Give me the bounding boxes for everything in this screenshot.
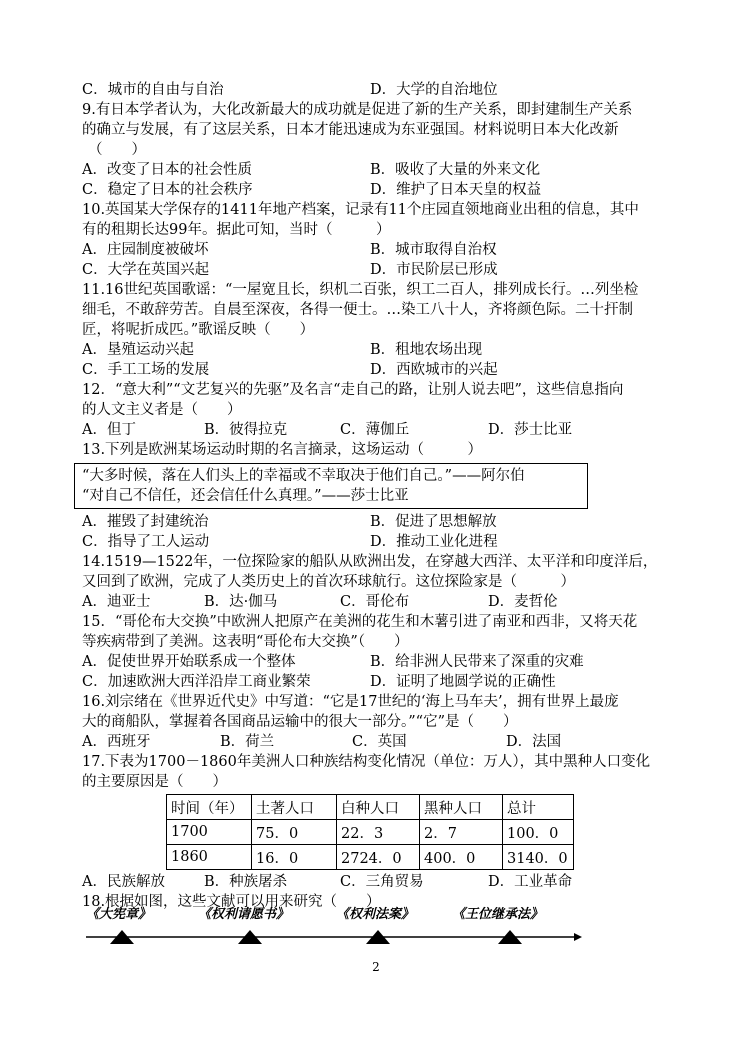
population-table: [166, 794, 574, 870]
q11-stem-line-3: 匠，将呢折成匹。”歌谣反映（ ）: [82, 322, 315, 338]
table-cell: 2724．0: [337, 845, 420, 870]
option-c: C．哥伦布: [340, 594, 410, 610]
option-d: D．法国: [506, 734, 562, 750]
option-d: D．西欧城市的兴起: [370, 362, 498, 378]
option-c: C．三角贸易: [340, 874, 424, 890]
option-d: D．莎士比亚: [488, 422, 573, 438]
option-b: B．荷兰: [220, 734, 275, 750]
option-b: B．吸收了大量的外来文化: [370, 162, 541, 178]
quote-line-1: “大多时候，落在人们头上的幸福或不幸取决于他们自己。”——阿尔伯: [82, 468, 525, 484]
option-c: C．薄伽丘: [340, 422, 410, 438]
q12-stem-line-1: 12．“意大利”“文艺复兴的先驱”及名言“走自己的路，让别人说去吧”，这些信息指向: [82, 382, 624, 398]
option-a: A．迪亚士: [82, 594, 151, 610]
option-a: A．垦殖运动兴起: [82, 342, 194, 358]
q9-stem-line-1: 9.有日本学者认为，大化改新最大的成功就是促进了新的生产关系，即封建制生产关系: [82, 102, 633, 118]
table-row: [167, 845, 574, 870]
table-cell: 400．0: [420, 845, 503, 870]
option-d: D．工业革命: [488, 874, 573, 890]
q14-options: [82, 592, 682, 612]
timeline-diagram: [86, 902, 586, 948]
table-header-row: [167, 795, 574, 820]
option-d: D．麦哲伦: [488, 594, 558, 610]
option-b: B．给非洲人民带来了深重的灾难: [370, 654, 584, 670]
option-d: D．维护了日本天皇的权益: [370, 182, 542, 198]
table-cell: 2．7: [420, 820, 503, 845]
option-a: A．改变了日本的社会性质: [82, 162, 252, 178]
q8-options-cd: [82, 80, 682, 100]
option-d: D．推动工业化进程: [370, 534, 498, 550]
option-c: C．加速欧洲大西洋沿岸工商业繁荣: [82, 674, 311, 690]
timeline-label-1: 《大宪章》: [86, 907, 152, 922]
option-b: B．城市取得自治权: [370, 242, 497, 258]
q16-stem-line-1: 16.刘宗绪在《世界近代史》中写道：“它是17世纪的‘海上马车夫’，拥有世界上最庞: [82, 694, 619, 710]
option-b: B．达·伽马: [204, 594, 278, 610]
timeline-label-2: 《权利请愿书》: [198, 907, 290, 922]
quote-box: [74, 463, 588, 509]
q11-options-ab: [82, 340, 682, 360]
table-cell: 1700: [167, 820, 252, 845]
option-c: C．英国: [352, 734, 407, 750]
timeline-label-3: 《权利法案》: [336, 907, 415, 922]
q15-stem-line-1: 15．“哥伦布大交换”中欧洲人把原产在美洲的花生和木薯引进了南亚和西非，又将天花: [82, 614, 638, 630]
table-cell: 1860: [167, 845, 252, 870]
table-header: 土著人口: [252, 795, 337, 820]
q18-stem-line-1: 18.根据如图，这些文献可以用来研究（ ）: [82, 894, 381, 910]
q16-options: [82, 732, 682, 752]
q10-stem-line-1: 10.英国某大学保存的1411年地产档案，记录有11个庄园直领地商业出租的信息，其中: [82, 202, 639, 218]
table-cell: 22．3: [337, 820, 420, 845]
option-b: B．彼得拉克: [204, 422, 288, 438]
option-c: C．指导了工人运动: [82, 534, 210, 550]
q15-stem-line-2: 等疾病带到了美洲。这表明“哥伦布大交换”（ ）: [82, 634, 409, 650]
option-a: A．西班牙: [82, 734, 151, 750]
option-a: A．促使世界开始联系成一个整体: [82, 654, 296, 670]
q9-stem-line-3: （ ）: [88, 142, 146, 158]
q11-stem-line-2: 细毛，不敢辞劳苦。自晨至深夜，各得一便士。…染工八十人，齐将颜色际。二十扞制: [82, 302, 633, 318]
option-a: A．民族解放: [82, 874, 165, 890]
table-header: 时间（年）: [167, 795, 252, 820]
q9-options-ab: [82, 160, 682, 180]
option-c: C．稳定了日本的社会秩序: [82, 182, 253, 198]
table-header: 总计: [503, 795, 574, 820]
q11-options-cd: [82, 360, 682, 380]
q9-stem-line-2: 的确立与发展，有了这层关系，日本才能迅速成为东亚强国。材料说明日本大化改新: [82, 122, 619, 138]
table-cell: 16．0: [252, 845, 337, 870]
table-cell: 75．0: [252, 820, 337, 845]
option-a: A．但丁: [82, 422, 136, 438]
q13-options-ab: [82, 512, 682, 532]
q17-stem-line-2: 的主要原因是（ ）: [82, 774, 227, 790]
option-c: C．手工工场的发展: [82, 362, 210, 378]
option-d: D．市民阶层已形成: [370, 262, 498, 278]
q9-options-cd: [82, 180, 682, 200]
option-d: D．大学的自治地位: [370, 82, 498, 98]
q10-stem-line-2: 有的租期长达99年。据此可知，当时（ ）: [82, 222, 391, 238]
option-d: D．证明了地圆学说的正确性: [370, 674, 556, 690]
q12-stem-line-2: 的人文主义者是（ ）: [82, 402, 242, 418]
table-row: [167, 820, 574, 845]
q17-options: [82, 872, 682, 892]
table-header: 黑种人口: [420, 795, 503, 820]
q13-options-cd: [82, 532, 682, 552]
option-a: A．摧毁了封建统治: [82, 514, 209, 530]
table-header: 白种人口: [337, 795, 420, 820]
q13-stem-line-1: 13.下列是欧洲某场运动时期的名言摘录，这场运动（ ）: [82, 442, 483, 458]
question-list: [82, 80, 682, 912]
option-b: B．种族屠杀: [204, 874, 288, 890]
q14-stem-line-1: 14.1519—1522年，一位探险家的船队从欧洲出发，在穿越大西洋、太平洋和印度洋后，: [82, 554, 658, 570]
table-cell: 3140．0: [503, 845, 574, 870]
option-b: B．租地农场出现: [370, 342, 483, 358]
option-c: C．大学在英国兴起: [82, 262, 210, 278]
option-b: B．促进了思想解放: [370, 514, 497, 530]
table-cell: 100．0: [503, 820, 574, 845]
q10-options-cd: [82, 260, 682, 280]
q12-options: [82, 420, 682, 440]
timeline-arrow-icon: [574, 933, 582, 941]
option-c: C．城市的自由与自治: [82, 82, 224, 98]
timeline-label-4: 《王位继承法》: [452, 907, 544, 922]
q14-stem-line-2: 又回到了欧洲，完成了人类历史上的首次环球航行。这位探险家是（ ）: [82, 574, 575, 590]
q10-options-ab: [82, 240, 682, 260]
q15-options-cd: [82, 672, 682, 692]
q15-options-ab: [82, 652, 682, 672]
q16-stem-line-2: 大的商船队，掌握着各国商品运输中的很大一部分。”“它”是（ ）: [82, 714, 518, 730]
quote-line-2: “对自己不信任，还会信任什么真理。”——莎士比亚: [82, 488, 409, 504]
q11-stem-line-1: 11.16世纪英国歌谣：“一屋宽且长，织机二百张，织工二百人，排列成长行。…列坐检: [82, 282, 639, 298]
option-a: A．庄园制度被破坏: [82, 242, 209, 258]
page-number: 2: [372, 960, 380, 974]
q17-stem-line-1: 17.下表为1700－1860年美洲人口种族结构变化情况（单位：万人），其中黑种人口变化: [82, 754, 651, 770]
